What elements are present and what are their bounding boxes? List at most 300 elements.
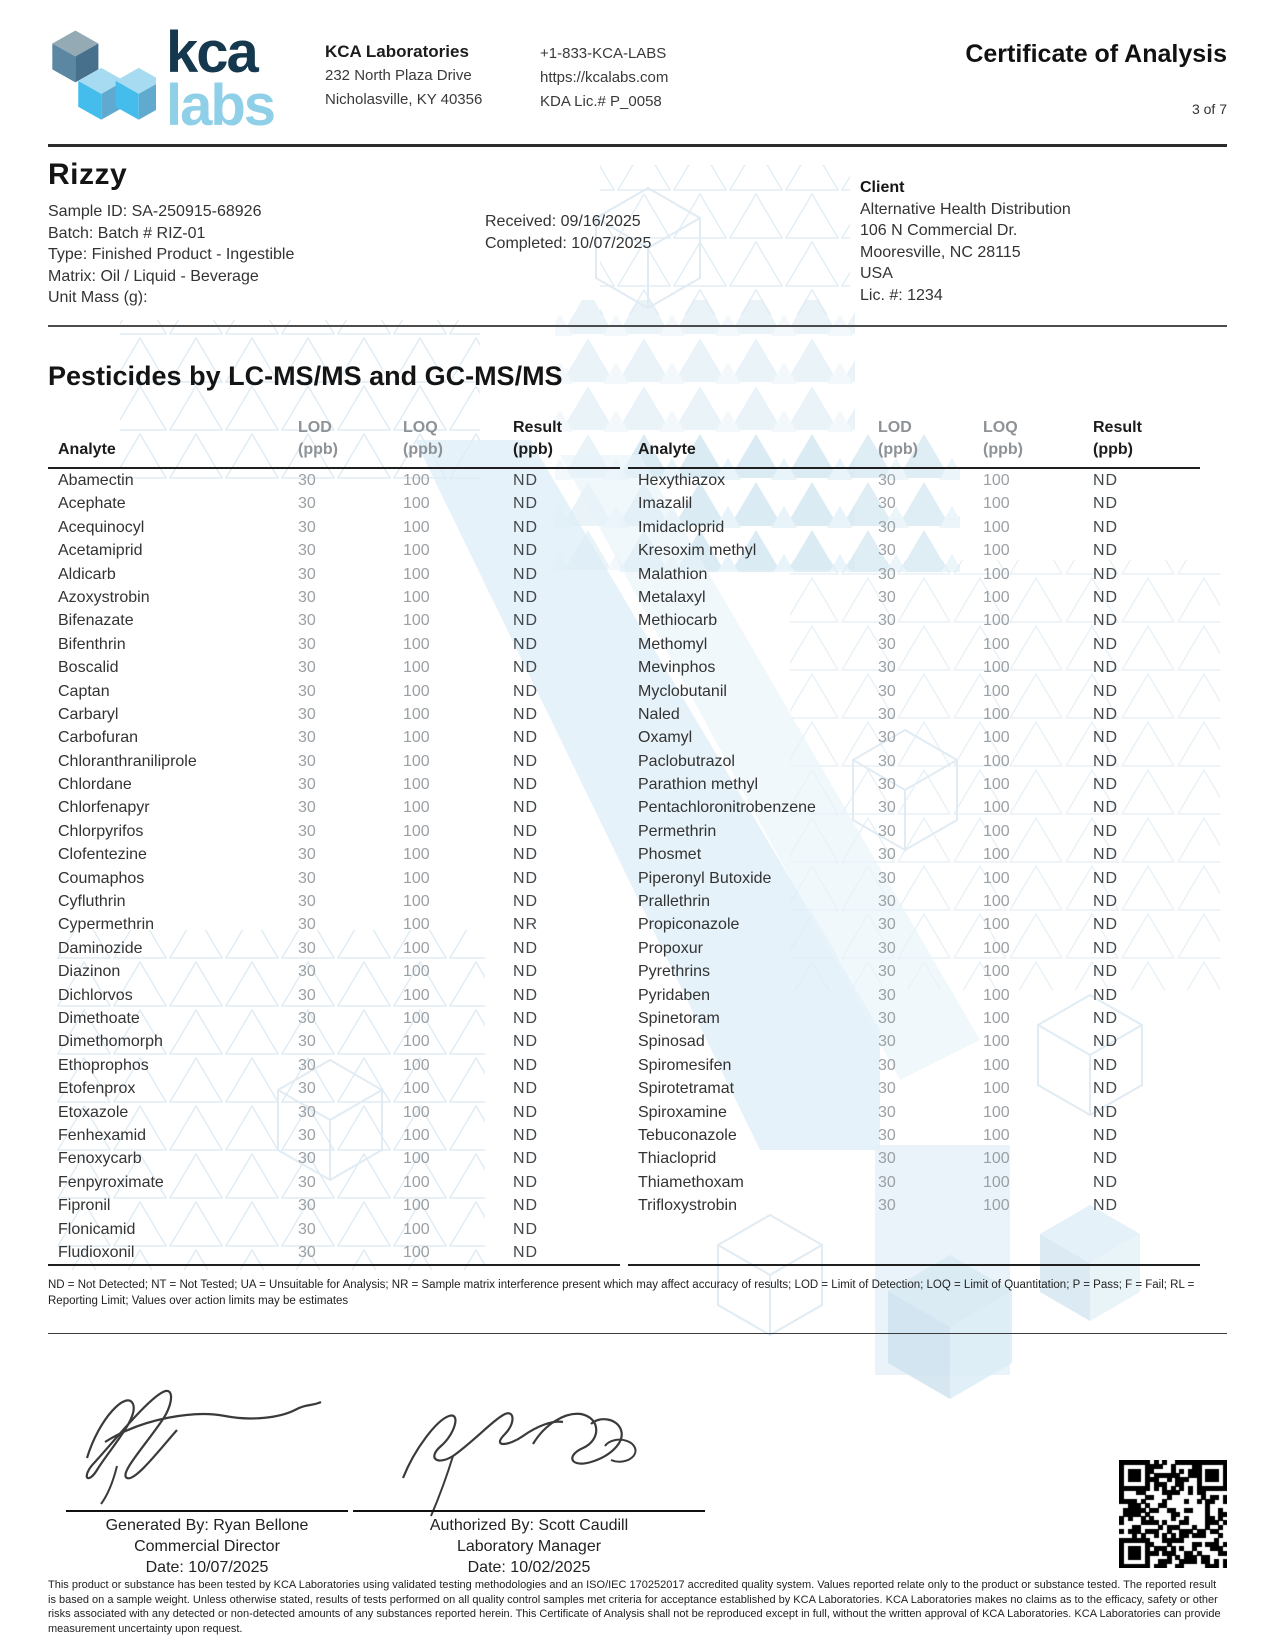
- analyte-cell: Chlorpyrifos: [58, 822, 144, 840]
- client-name: Alternative Health Distribution: [860, 200, 1071, 218]
- loq-cell: 100: [403, 705, 430, 723]
- loq-cell: 100: [983, 1197, 1010, 1215]
- sample-matrix: Matrix: Oil / Liquid - Beverage: [48, 267, 259, 285]
- generated-by: Generated By: Ryan Bellone: [105, 1517, 309, 1535]
- table-header: [628, 407, 1200, 469]
- lod-cell: 30: [298, 799, 316, 817]
- result-cell: ND: [1093, 1033, 1119, 1051]
- analyte-cell: Spinetoram: [638, 1009, 720, 1027]
- table-row: [628, 1077, 1200, 1100]
- lod-cell: 30: [298, 1126, 316, 1144]
- lod-cell: 30: [878, 659, 896, 677]
- sample-type: Type: Finished Product - Ingestible: [48, 246, 295, 263]
- result-cell: ND: [1093, 472, 1119, 489]
- loq-cell: 100: [983, 963, 1010, 981]
- analyte-cell: Azoxystrobin: [58, 588, 150, 606]
- loq-cell: 100: [403, 565, 430, 583]
- table-row: [48, 960, 620, 983]
- loq-cell: 100: [403, 518, 430, 536]
- lod-cell: 30: [298, 893, 316, 911]
- table-row: [48, 750, 620, 773]
- table-row: [628, 843, 1200, 866]
- loq-cell: 100: [983, 776, 1010, 794]
- loq-cell: 100: [983, 752, 1010, 770]
- result-cell: ND: [1093, 659, 1119, 677]
- result-cell: ND: [513, 682, 539, 700]
- lod-cell: 30: [298, 542, 316, 560]
- lod-cell: 30: [298, 518, 316, 536]
- loq-cell: 100: [403, 1243, 430, 1261]
- analyte-cell: Dichlorvos: [58, 986, 133, 1004]
- analyte-cell: Thiamethoxam: [638, 1173, 744, 1191]
- loq-cell: 100: [983, 659, 1010, 677]
- lod-cell: 30: [878, 1173, 896, 1191]
- lod-cell: 30: [298, 1197, 316, 1215]
- loq-cell: 100: [403, 752, 430, 770]
- table-row: [628, 1101, 1200, 1124]
- document-title: Certificate of Analysis: [965, 40, 1227, 68]
- col-result: Result (ppb): [513, 419, 562, 458]
- result-cell: ND: [513, 518, 539, 536]
- table-row: [48, 1030, 620, 1053]
- analyte-cell: Fenoxycarb: [58, 1150, 142, 1168]
- col-lod: LOD (ppb): [878, 419, 918, 458]
- result-cell: ND: [513, 1033, 539, 1051]
- lab-kda-license: KDA Lic.# P_0058: [540, 93, 662, 110]
- result-cell: ND: [513, 846, 539, 864]
- loq-cell: 100: [403, 542, 430, 560]
- table-row: [48, 1147, 620, 1170]
- loq-cell: 100: [403, 846, 430, 864]
- table-row: [48, 1171, 620, 1194]
- client-address1: 106 N Commercial Dr.: [860, 222, 1018, 239]
- analyte-cell: Dimethomorph: [58, 1033, 163, 1051]
- analyte-cell: Cypermethrin: [58, 916, 155, 934]
- authorized-signature-line: [353, 1510, 705, 1512]
- table-row: [628, 516, 1200, 539]
- loq-cell: 100: [403, 659, 430, 677]
- generated-date: Date: 10/07/2025: [145, 1559, 269, 1577]
- result-cell: ND: [1093, 893, 1119, 911]
- analyte-cell: Chlordane: [58, 776, 132, 794]
- loq-cell: 100: [983, 635, 1010, 653]
- table-row: [48, 1101, 620, 1124]
- result-cell: ND: [1093, 846, 1119, 864]
- result-cell: ND: [513, 565, 539, 583]
- loq-cell: 100: [983, 799, 1010, 817]
- table-row: [48, 703, 620, 726]
- result-cell: ND: [513, 542, 539, 560]
- result-cell: ND: [513, 986, 539, 1004]
- result-cell: ND: [513, 1220, 539, 1238]
- lod-cell: 30: [878, 822, 896, 840]
- analyte-cell: Methomyl: [638, 635, 708, 653]
- lod-cell: 30: [298, 1173, 316, 1191]
- result-cell: ND: [1093, 1150, 1119, 1168]
- analyte-cell: Daminozide: [58, 939, 143, 957]
- result-cell: ND: [1093, 729, 1119, 747]
- result-cell: ND: [513, 612, 539, 630]
- analyte-cell: Acetamiprid: [58, 542, 143, 560]
- result-cell: ND: [513, 635, 539, 653]
- result-cell: ND: [513, 963, 539, 981]
- lod-cell: 30: [298, 612, 316, 630]
- generated-by-label: [66, 1515, 348, 1578]
- loq-cell: 100: [403, 472, 430, 489]
- analyte-cell: Fenhexamid: [58, 1126, 147, 1144]
- table-right-half: [628, 407, 1200, 1266]
- lod-cell: 30: [878, 682, 896, 700]
- table-row: [628, 867, 1200, 890]
- loq-cell: 100: [983, 986, 1010, 1004]
- table-row: [628, 469, 1200, 492]
- generated-signature-line: [66, 1510, 348, 1512]
- analyte-cell: Abamectin: [58, 472, 134, 489]
- analyte-cell: Dimethoate: [58, 1009, 140, 1027]
- loq-cell: 100: [403, 1103, 430, 1121]
- sample-name: Rizzy: [48, 158, 128, 191]
- lod-cell: 30: [878, 588, 896, 606]
- analyte-cell: Parathion methyl: [638, 776, 759, 794]
- loq-cell: 100: [403, 1080, 430, 1098]
- analyte-cell: Imazalil: [638, 495, 693, 513]
- logo-wordmark: [166, 20, 275, 139]
- loq-cell: 100: [983, 729, 1010, 747]
- table-row: [48, 937, 620, 960]
- lod-cell: 30: [878, 542, 896, 560]
- analyte-cell: Aldicarb: [58, 565, 116, 583]
- result-cell: ND: [513, 869, 539, 887]
- header: [48, 0, 1227, 142]
- lod-cell: 30: [878, 1126, 896, 1144]
- loq-cell: 100: [403, 588, 430, 606]
- result-cell: ND: [1093, 939, 1119, 957]
- result-cell: ND: [513, 776, 539, 794]
- col-result: Result (ppb): [1093, 419, 1142, 458]
- client-country: USA: [860, 265, 893, 282]
- lod-cell: 30: [878, 1009, 896, 1027]
- result-cell: ND: [1093, 1056, 1119, 1074]
- result-cell: ND: [1093, 916, 1119, 934]
- analyte-cell: Fipronil: [58, 1197, 111, 1215]
- lod-cell: 30: [878, 869, 896, 887]
- table-row: [48, 492, 620, 515]
- result-cell: ND: [513, 659, 539, 677]
- analyte-cell: Prallethrin: [638, 893, 711, 911]
- received-date: Received: 09/16/2025: [485, 213, 641, 230]
- sample-id: Sample ID: SA-250915-68926: [48, 203, 262, 220]
- table-row: [628, 1171, 1200, 1194]
- loq-cell: 100: [983, 542, 1010, 560]
- lod-cell: 30: [298, 963, 316, 981]
- analyte-cell: Flonicamid: [58, 1220, 136, 1238]
- table-row: [628, 890, 1200, 913]
- lod-cell: 30: [878, 1197, 896, 1215]
- logo-text-kca: kca: [166, 20, 257, 85]
- table-row: [48, 633, 620, 656]
- table-row: [48, 1218, 620, 1241]
- authorized-date: Date: 10/02/2025: [467, 1559, 591, 1577]
- table-row: [628, 820, 1200, 843]
- lod-cell: 30: [298, 939, 316, 957]
- result-cell: ND: [513, 1126, 539, 1144]
- analyte-cell: Fludioxonil: [58, 1243, 135, 1261]
- analyte-cell: Mevinphos: [638, 659, 716, 677]
- table-row: [628, 1124, 1200, 1147]
- table-row: [48, 516, 620, 539]
- table-row: [628, 703, 1200, 726]
- generated-role: Commercial Director: [134, 1538, 280, 1556]
- result-cell: ND: [513, 799, 539, 817]
- lab-name: KCA Laboratories: [325, 42, 469, 61]
- loq-cell: 100: [403, 1033, 430, 1051]
- lod-cell: 30: [878, 635, 896, 653]
- lod-cell: 30: [298, 1103, 316, 1121]
- table-row: [628, 1054, 1200, 1077]
- col-loq: LOQ (ppb): [403, 419, 443, 458]
- lod-cell: 30: [298, 659, 316, 677]
- loq-cell: 100: [983, 1150, 1010, 1168]
- logo-text-labs: labs: [166, 73, 275, 139]
- analyte-cell: Acephate: [58, 495, 126, 513]
- result-cell: ND: [513, 495, 539, 513]
- loq-cell: 100: [403, 729, 430, 747]
- table-row: [48, 1007, 620, 1030]
- lod-cell: 30: [298, 729, 316, 747]
- authorized-signature: [393, 1386, 653, 1526]
- table-row: [628, 1007, 1200, 1030]
- lod-cell: 30: [878, 495, 896, 513]
- result-cell: ND: [513, 588, 539, 606]
- table-body-left: [48, 469, 620, 1264]
- analyte-cell: Methiocarb: [638, 612, 718, 630]
- table-row: [48, 1054, 620, 1077]
- table-row: [628, 726, 1200, 749]
- table-row: [48, 469, 620, 492]
- result-cell: ND: [1093, 1173, 1119, 1191]
- table-row: [48, 1077, 620, 1100]
- analyte-cell: Ethoprophos: [58, 1056, 149, 1074]
- table-body-right: [628, 469, 1200, 1264]
- loq-cell: 100: [983, 565, 1010, 583]
- result-cell: ND: [1093, 822, 1119, 840]
- table-row: [628, 1194, 1200, 1217]
- loq-cell: 100: [983, 1126, 1010, 1144]
- col-analyte: Analyte: [638, 441, 696, 458]
- sample-dates: [485, 211, 651, 254]
- loq-cell: 100: [403, 1197, 430, 1215]
- sample-batch: Batch: Batch # RIZ-01: [48, 224, 206, 242]
- loq-cell: 100: [983, 1009, 1010, 1027]
- loq-cell: 100: [403, 1009, 430, 1027]
- table-row: [628, 1147, 1200, 1170]
- result-cell: ND: [513, 893, 539, 911]
- client-block: [860, 177, 1071, 306]
- lab-phone: +1-833-KCA-LABS: [540, 45, 667, 62]
- analyte-cell: Chlorfenapyr: [58, 799, 150, 817]
- lod-cell: 30: [298, 495, 316, 513]
- lod-cell: 30: [878, 1103, 896, 1121]
- table-row: [48, 1241, 620, 1264]
- analyte-cell: Kresoxim methyl: [638, 542, 757, 560]
- table-row: [48, 890, 620, 913]
- table-row: [628, 1030, 1200, 1053]
- table-row: [48, 913, 620, 936]
- result-cell: ND: [513, 1173, 539, 1191]
- table-row: [48, 773, 620, 796]
- lod-cell: 30: [878, 1056, 896, 1074]
- loq-cell: 100: [983, 495, 1010, 513]
- analyte-cell: Pentachloronitrobenzene: [638, 799, 816, 817]
- lod-cell: 30: [298, 635, 316, 653]
- lod-cell: 30: [878, 916, 896, 934]
- authorized-by: Authorized By: Scott Caudill: [429, 1517, 629, 1535]
- table-row: [48, 586, 620, 609]
- loq-cell: 100: [403, 1150, 430, 1168]
- analyte-cell: Metalaxyl: [638, 588, 706, 606]
- analyte-cell: Oxamyl: [638, 729, 693, 747]
- result-cell: ND: [513, 1080, 539, 1098]
- table-row: [628, 960, 1200, 983]
- lod-cell: 30: [878, 1150, 896, 1168]
- analyte-cell: Thiacloprid: [638, 1150, 717, 1168]
- table-header: [48, 407, 620, 469]
- result-cell: ND: [1093, 1080, 1119, 1098]
- lod-cell: 30: [298, 752, 316, 770]
- table-row: [48, 867, 620, 890]
- loq-cell: 100: [403, 986, 430, 1004]
- loq-cell: 100: [983, 682, 1010, 700]
- loq-cell: 100: [983, 518, 1010, 536]
- result-cell: ND: [1093, 705, 1119, 723]
- lod-cell: 30: [878, 1080, 896, 1098]
- lod-cell: 30: [878, 705, 896, 723]
- analyte-cell: Spiroxamine: [638, 1103, 727, 1121]
- analyte-cell: Coumaphos: [58, 869, 145, 887]
- result-cell: ND: [1093, 1009, 1119, 1027]
- result-cell: ND: [513, 1243, 539, 1261]
- loq-cell: 100: [403, 916, 430, 934]
- result-cell: ND: [1093, 682, 1119, 700]
- lod-cell: 30: [878, 939, 896, 957]
- table-row: [628, 539, 1200, 562]
- loq-cell: 100: [983, 846, 1010, 864]
- lod-cell: 30: [298, 1150, 316, 1168]
- analyte-cell: Paclobutrazol: [638, 752, 735, 770]
- loq-cell: 100: [403, 682, 430, 700]
- loq-cell: 100: [983, 705, 1010, 723]
- sample-unit-mass: Unit Mass (g):: [48, 289, 148, 306]
- lab-address-line1: 232 North Plaza Drive: [325, 67, 472, 84]
- lod-cell: 30: [878, 518, 896, 536]
- table-row: [48, 680, 620, 703]
- col-analyte: Analyte: [58, 441, 116, 458]
- result-cell: ND: [1093, 635, 1119, 653]
- table-row: [48, 539, 620, 562]
- analyte-cell: Trifloxystrobin: [638, 1197, 737, 1215]
- table-row: [48, 726, 620, 749]
- lod-cell: 30: [878, 963, 896, 981]
- signature-section: [48, 1334, 1227, 1578]
- lod-cell: 30: [878, 846, 896, 864]
- loq-cell: 100: [983, 1033, 1010, 1051]
- analyte-cell: Naled: [638, 705, 680, 723]
- result-cell: ND: [513, 822, 539, 840]
- lod-cell: 30: [878, 799, 896, 817]
- lod-cell: 30: [298, 1243, 316, 1261]
- result-cell: ND: [1093, 869, 1119, 887]
- table-row: [628, 492, 1200, 515]
- result-cell: ND: [1093, 752, 1119, 770]
- loq-cell: 100: [983, 472, 1010, 489]
- generated-signature: [73, 1370, 343, 1510]
- analyte-cell: Spirotetramat: [638, 1080, 735, 1098]
- col-loq: LOQ (ppb): [983, 419, 1023, 458]
- loq-cell: 100: [983, 822, 1010, 840]
- loq-cell: 100: [403, 939, 430, 957]
- table-row: [628, 984, 1200, 1007]
- result-cell: ND: [1093, 1126, 1119, 1144]
- loq-cell: 100: [983, 1173, 1010, 1191]
- result-cell: ND: [1093, 542, 1119, 560]
- result-cell: ND: [1093, 612, 1119, 630]
- loq-cell: 100: [983, 869, 1010, 887]
- lab-address-line2: Nicholasville, KY 40356: [325, 91, 483, 108]
- result-cell: ND: [513, 1197, 539, 1215]
- lod-cell: 30: [298, 822, 316, 840]
- loq-cell: 100: [403, 612, 430, 630]
- sample-divider: [48, 325, 1227, 327]
- analyte-cell: Tebuconazole: [638, 1126, 737, 1144]
- analyte-cell: Malathion: [638, 565, 708, 583]
- lod-cell: 30: [298, 1056, 316, 1074]
- section-title: Pesticides by LC-MS/MS and GC-MS/MS: [48, 361, 563, 391]
- lod-cell: 30: [878, 612, 896, 630]
- analyte-cell: Carbaryl: [58, 705, 119, 723]
- loq-cell: 100: [983, 1103, 1010, 1121]
- analyte-cell: Etofenprox: [58, 1080, 136, 1098]
- loq-cell: 100: [403, 635, 430, 653]
- table-row: [628, 937, 1200, 960]
- sample-section: [48, 147, 1227, 325]
- result-cell: ND: [1093, 1103, 1119, 1121]
- loq-cell: 100: [983, 612, 1010, 630]
- table-row: [48, 1124, 620, 1147]
- authorized-role: Laboratory Manager: [456, 1538, 602, 1556]
- table-row: [628, 656, 1200, 679]
- result-cell: ND: [513, 1103, 539, 1121]
- analyte-cell: Hexythiazox: [638, 472, 726, 489]
- table-row: [628, 773, 1200, 796]
- analyte-cell: Spinosad: [638, 1033, 705, 1051]
- loq-cell: 100: [403, 495, 430, 513]
- lod-cell: 30: [878, 893, 896, 911]
- document-title-block: [965, 26, 1227, 117]
- table-row: [628, 633, 1200, 656]
- loq-cell: 100: [983, 1056, 1010, 1074]
- analyte-cell: Acequinocyl: [58, 518, 145, 536]
- analyte-cell: Fenpyroximate: [58, 1173, 164, 1191]
- lod-cell: 30: [298, 682, 316, 700]
- table-left-half: [48, 407, 620, 1266]
- kca-labs-logo: [48, 20, 325, 139]
- analyte-cell: Imidacloprid: [638, 518, 725, 536]
- lab-website: https://kcalabs.com: [540, 69, 669, 86]
- result-cell: ND: [513, 1009, 539, 1027]
- lod-cell: 30: [298, 472, 316, 489]
- table-row: [628, 609, 1200, 632]
- result-cell: ND: [1093, 588, 1119, 606]
